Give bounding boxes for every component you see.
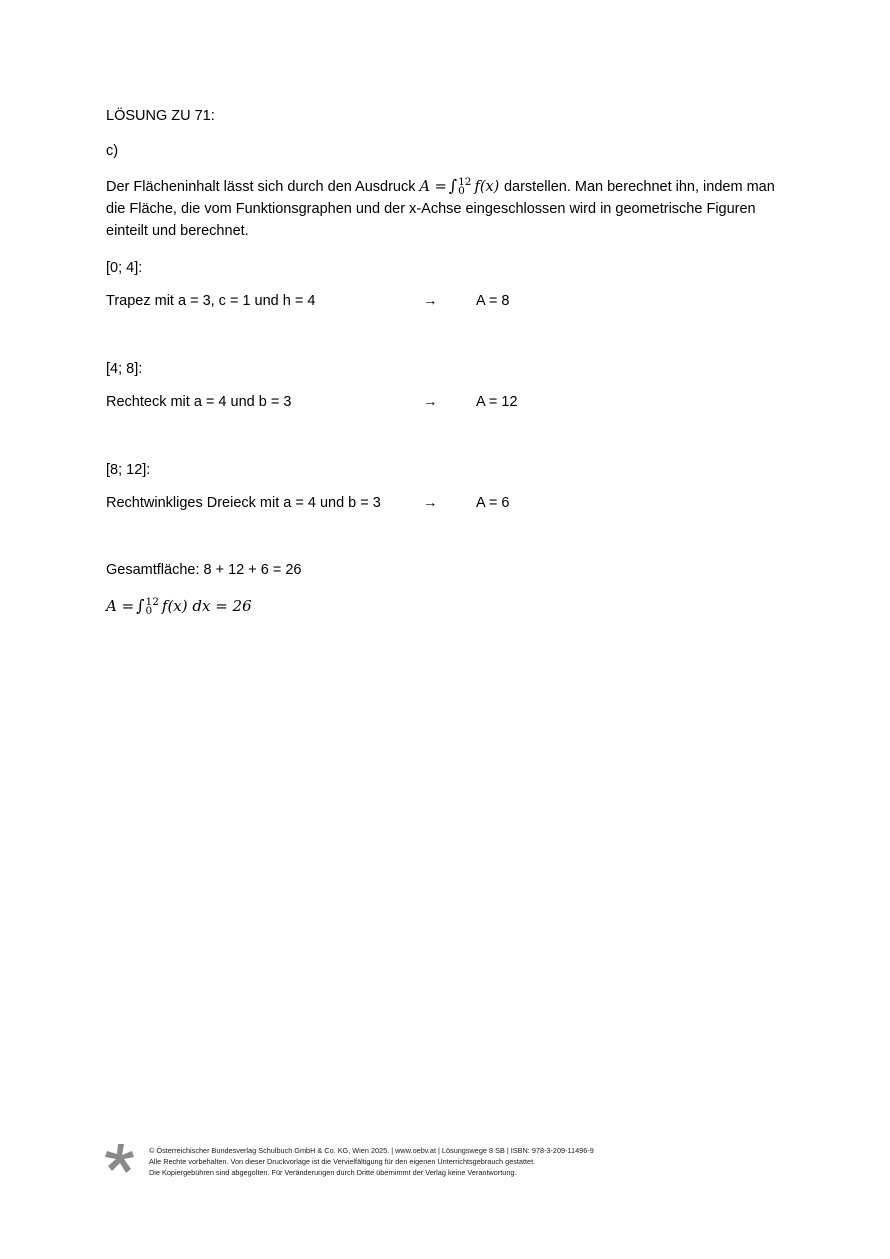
final-formula-upper: 12: [145, 596, 159, 608]
total-area: Gesamtfläche: 8 + 12 + 6 = 26: [106, 562, 302, 578]
arrow-icon: →: [423, 394, 438, 410]
intro-text-before: Der Flächeninhalt lässt sich durch den Ausdruck: [106, 179, 416, 195]
final-formula-lhs: A =: [106, 597, 135, 615]
intro-formula-limits: [458, 178, 471, 196]
final-formula-lower: 0: [145, 605, 153, 617]
intro-formula-lower: 0: [458, 185, 465, 197]
footer-copyright: © Österreichischer Bundesverlag Schulbuch GmbH & Co. KG, Wien 2025. | www.oebv.at | Lösungswege 8 SB | ISBN: 978-3-209-11496-9: [149, 1146, 594, 1155]
final-formula-integrand: f(x) dx = 26: [161, 597, 252, 615]
arrow-icon: →: [423, 293, 438, 309]
footer-rights: Alle Rechte vorbehalten. Von dieser Druckvorlage ist die Vervielfältigung für den eigenen Unterrichtsgebrauch gestattet.: [149, 1157, 536, 1166]
intro-text-after: darstellen. Man berechnet ihn, indem man die Fläche, die vom Funktionsgraphen und der x-Achse eingeschlossen wird in geometrische Figuren einteilt und berechnet.: [106, 179, 775, 239]
intro-paragraph: [106, 175, 786, 242]
integral-sign-icon: ∫: [136, 596, 145, 615]
final-formula-limits: [146, 598, 159, 616]
interval-label: [0; 4]:: [106, 260, 143, 276]
interval-label: [4; 8]:: [106, 361, 143, 377]
interval-description: Rechteck mit a = 4 und b = 3: [106, 394, 292, 410]
part-label: c): [106, 143, 119, 159]
footer-disclaimer: Die Kopiergebühren sind abgegolten. Für Veränderungen durch Dritte übernimmt der Verlag keine Verantwortung.: [149, 1168, 517, 1177]
interval-result: A = 6: [476, 495, 510, 511]
solution-heading: LÖSUNG ZU 71:: [106, 108, 215, 124]
arrow-icon: →: [423, 495, 438, 511]
interval-description: Trapez mit a = 3, c = 1 und h = 4: [106, 293, 316, 309]
intro-formula: [419, 176, 504, 197]
intro-formula-lhs: A =: [419, 179, 447, 195]
final-formula: [106, 595, 252, 617]
oebv-logo-icon: [104, 1143, 136, 1175]
interval-label: [8; 12]:: [106, 462, 151, 478]
interval-result: A = 12: [476, 394, 518, 410]
intro-formula-upper: 12: [458, 176, 472, 188]
integral-sign-icon: ∫: [448, 176, 458, 195]
footer: [149, 1145, 594, 1178]
interval-result: A = 8: [476, 293, 510, 309]
interval-description: Rechtwinkliges Dreieck mit a = 4 und b = 3: [106, 495, 381, 511]
intro-formula-integrand: f(x): [474, 179, 500, 195]
